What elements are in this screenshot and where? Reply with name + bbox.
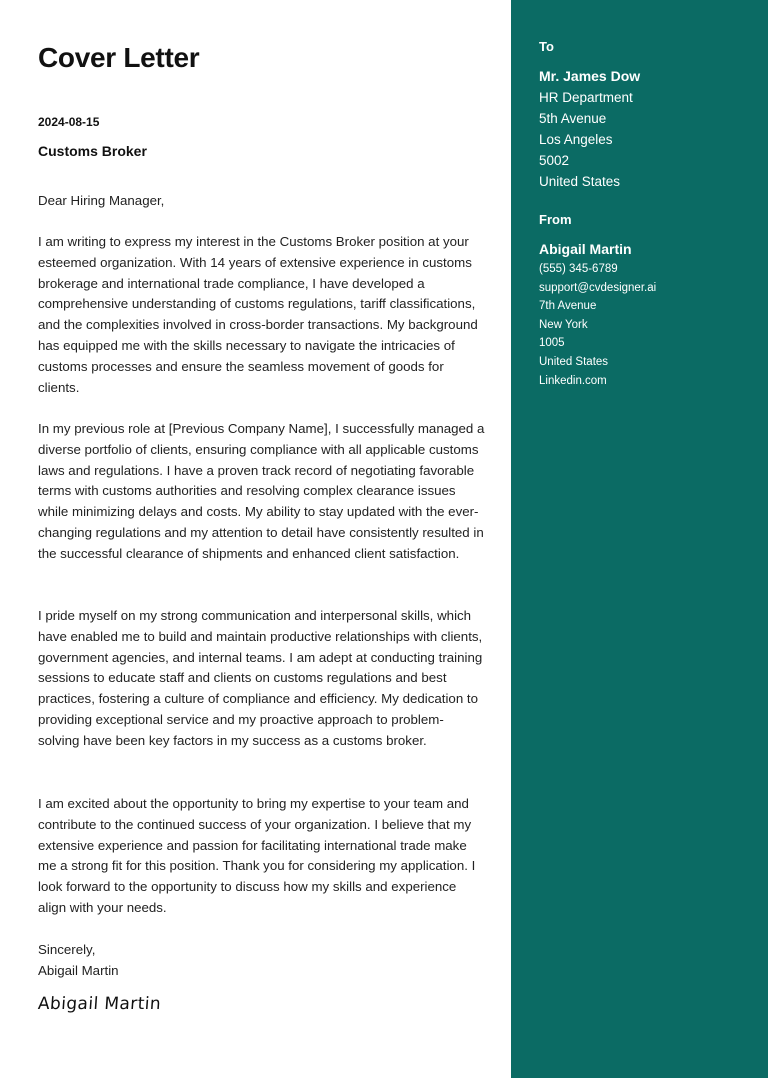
sender-postal-code: 1005: [539, 337, 565, 350]
closing-salutation: Sincerely,: [38, 942, 96, 957]
recipient-details: [539, 66, 640, 192]
letter-paragraph: I am excited about the opportunity to bring my expertise to your team and contribute to the continued success of your organization. I believe that my extensive experience and passion for facilitating international trade make me a strong fit for this position. Thank you for considering my application. I look forward to the opportunity to discuss how my skills and experience align with your needs.: [38, 796, 476, 915]
sender-heading: From: [539, 212, 572, 227]
sender-phone: (555) 345-6789: [539, 263, 618, 275]
recipient-department: HR Department: [539, 90, 633, 105]
sender-linkedin-link[interactable]: Linkedin.com: [539, 374, 607, 387]
letter-date: 2024-08-15: [38, 115, 100, 129]
recipient-heading: To: [539, 39, 554, 54]
sender-country: United States: [539, 355, 609, 368]
closing-name: Abigail Martin: [38, 962, 119, 978]
contact-sidebar: [511, 0, 768, 1078]
recipient-country: United States: [539, 174, 621, 189]
letter-paragraph: In my previous role at [Previous Company Name], I successfully managed a diverse portfolio of clients, ensuring compliance with all applicable customs laws and regulations. I have a proven track record of negotiating favorable terms with customs authorities and resolving complex clearance issues while minimizing delays and costs. My ability to stay updated with the ever-changing regulations and my attention to detail have consistently resulted in the successful clearance of shipments and enhanced client satisfaction.: [38, 421, 485, 561]
sender-street: 7th Avenue: [539, 300, 597, 313]
closing-block: [38, 940, 485, 982]
recipient-street: 5th Avenue: [539, 111, 607, 126]
handwritten-signature: Abigail Martin: [37, 994, 162, 1014]
recipient-city: Los Angeles: [539, 132, 613, 147]
recipient-name: Mr. James Dow: [539, 68, 641, 84]
letter-paragraph: I am writing to express my interest in the Customs Broker position at your esteemed organization. With 14 years of extensive experience in customs brokerage and international trade compliance, I have developed a comprehensive understanding of customs regulations, tariff classifications, and the complexities involved in cross-border transactions. My background has equipped me with the skills necessary to navigate the intricacies of customs processes and ensure the seamless movement of goods for clients.: [38, 234, 478, 395]
sender-details: [539, 239, 656, 390]
sender-name: Abigail Martin: [539, 241, 632, 257]
sender-email[interactable]: support@cvdesigner.ai: [539, 281, 657, 294]
greeting: Dear Hiring Manager,: [38, 193, 165, 208]
job-position: Customs Broker: [38, 143, 147, 159]
sender-city: New York: [539, 318, 588, 331]
recipient-postal-code: 5002: [539, 153, 570, 168]
document-title: Cover Letter: [38, 42, 200, 73]
letter-paragraph: I pride myself on my strong communication and interpersonal skills, which have enabled me to build and maintain productive relationships with clients, government agencies, and internal teams. I am adept at conducting training sessions to educate staff and clients on customs regulations and best practices, fostering a culture of compliance and efficiency. My dedication to providing exceptional service and my proactive approach to problem-solving have been key factors in my success as a customs broker.: [38, 608, 483, 748]
